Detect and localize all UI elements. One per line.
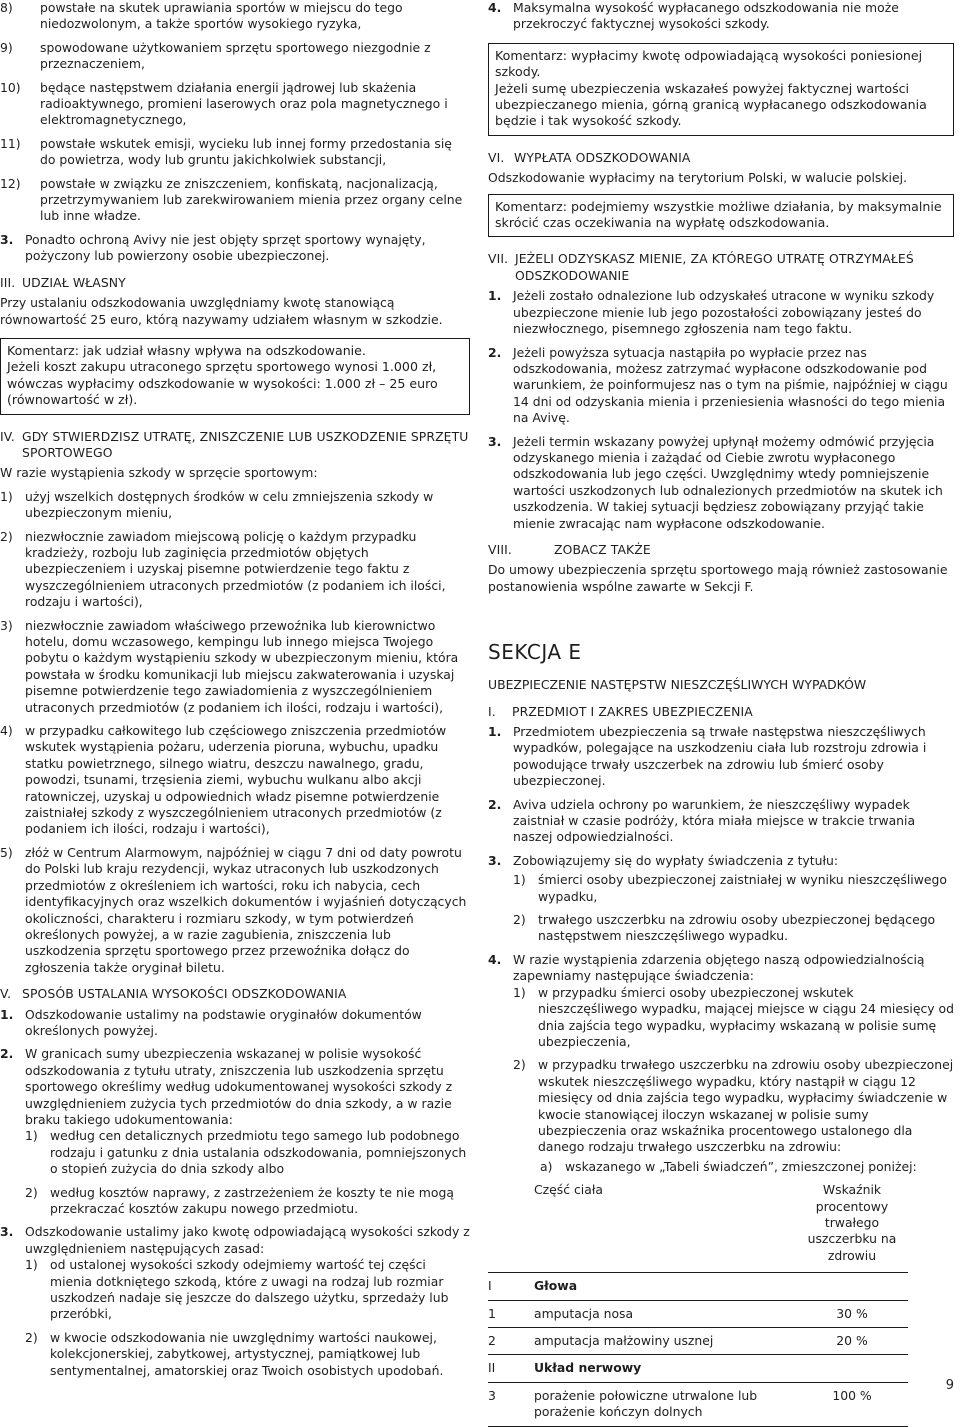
section-title-large: SEKCJA E (488, 640, 582, 665)
section-heading-i (488, 704, 954, 720)
item-text: W razie wystąpienia zdarzenia objętego naszą odpowiedzialnością zapewniamy następujące świadczenia: (513, 951, 925, 984)
list-item (0, 489, 470, 522)
section-title: SPOSÓB USTALANIA WYSOKOŚCI ODSZKODOWANIA (22, 986, 347, 1002)
sub-list (25, 1128, 470, 1217)
list-item (513, 872, 954, 905)
section-title: PRZEDMIOT I ZAKRES UBEZPIECZENIA (512, 703, 753, 719)
list-item (0, 618, 470, 716)
point-4 (488, 0, 954, 33)
section-title: JEŻELI ODZYSKASZ MIENIE, ZA KTÓREGO UTRATĘ OTRZYMAŁEŚ ODSZKODOWANIE (515, 251, 914, 283)
section-title: ZOBACZ TAKŻE (554, 541, 651, 557)
table-cell: porażenie połowiczne utrwalone lub porażenie kończyn dolnych (534, 1382, 796, 1426)
table-row (488, 1300, 908, 1327)
item-text: niezwłocznie zawiadom miejscową policję o każdym przypadku kradzieży, rozboju lub zaginięcia przedmiotów objętych ubezpieczeniem i uzyskaj pisemne potwierdzenie tego faktu z wyszczególnieniem utraconych przedmiotów (z podaniem ich ilości, rodzaju i wartości), (25, 528, 446, 610)
comment-box (0, 338, 470, 415)
table-cell: amputacja małżowiny usznej (534, 1328, 796, 1355)
item-text: Maksymalna wysokość wypłacanego odszkodowania nie może przekroczyć faktycznej wysokości szkody. (513, 0, 899, 32)
table-row (488, 1273, 908, 1300)
table-cell: 3 (488, 1382, 534, 1426)
item-number: 9) (0, 39, 13, 55)
list-item (488, 434, 954, 532)
table-cell: 1 (488, 1300, 534, 1327)
item-text: powstałe wskutek emisji, wycieku lub innej formy przedostania się do powietrza, wody lub gruntu jakichkolwiek substancji, (40, 135, 452, 168)
section-title: UDZIAŁ WŁASNY (22, 274, 126, 290)
item-number: 1) (513, 984, 526, 1000)
section-subtitle: UBEZPIECZENIE NASTĘPSTW NIESZCZĘŚLIWYCH WYPADKÓW (488, 677, 867, 693)
item-text: w kwocie odszkodowania nie uwzględnimy wartości naukowej, kolekcjonerskiej, zabytkowej, artystycznej, pamiątkowej lub sentymentalnej, amatorskiej oraz Twoich osobistych upodobań. (50, 1329, 444, 1378)
table-row (488, 1355, 908, 1382)
item-number: 3. (0, 231, 14, 247)
item-text: użyj wszelkich dostępnych środków w celu zmniejszenia szkody w ubezpieczonym mieniu, (25, 488, 434, 521)
item-text: według cen detalicznych przedmiotu tego samego lub podobnego rodzaju i gatunku z dnia ustalania odszkodowania, pomniejszonych o stopień zużycia do dnia szkody albo (50, 1128, 467, 1177)
item-number: 2. (488, 796, 502, 812)
table-cell: 2 (488, 1328, 534, 1355)
table-row (488, 1382, 908, 1426)
section-heading-iv (0, 429, 470, 462)
list-item (25, 1185, 470, 1218)
section-title: WYPŁATA ODSZKODOWANIA (514, 149, 691, 165)
item-text: Przedmiotem ubezpieczenia są trwałe następstwa nieszczęśliwych wypadków, polegające na uszkodzeniu ciała lub rozstroju zdrowia i powodujące trwały uszczerbek na zdrowiu lub śmierć osoby ubezpieczonej. (513, 724, 927, 789)
list-item (513, 1057, 954, 1155)
list-item (0, 40, 470, 73)
item-text: niezwłocznie zawiadom właściwego przewoźnika lub kierownictwo hotelu, domu wczasowego, kempingu lub innego miejsca Twojego pobytu o każdym wystąpieniu szkody w ubezpieczonym mieniu, która powstała w środku komunikacji lub miejscu zakwaterowania i uzyskaj pisemne potwierdzenie tego zawiadomienia z wyszczególnieniem utraconych przedmiotów (z podaniem ich ilości, rodzaju i wartości), (25, 617, 459, 715)
table-header-cell: Wskaźnik procentowy trwałego uszczerbku na zdrowiu (807, 1182, 897, 1263)
table-header-cell (488, 1182, 534, 1273)
comment-title: Komentarz: podejmiemy wszystkie możliwe działania, by maksymalnie skrócić czas oczekiwania na wypłatę odszkodowania. (495, 198, 942, 231)
item-text: w przypadku całkowitego lub częściowego zniszczenia przedmiotów wskutek wystąpienia pożaru, uderzenia pioruna, wybuchu, upadku statku powietrznego, silnego wiatru, deszczu nawalnego, gradu, powodzi, tsunami, trzęsienia ziemi, wybuchu wulkanu albo akcji ratowniczej, uzyskaj u odpowiednich władz pisemne potwierdzenie zaistniałej szkody z wyszczególnieniem utraconych przedmiotów (z podaniem ich ilości, rodzaju i wartości), (25, 723, 447, 837)
list-item (513, 985, 954, 1051)
table-row (488, 1328, 908, 1355)
table-body (488, 1273, 908, 1426)
list-item (488, 345, 954, 427)
point-1 (0, 1007, 470, 1040)
table-cell: amputacja nosa (534, 1300, 796, 1327)
continued-exclusions-list (0, 0, 470, 225)
item-text: wskazanego w „Tabeli świadczeń”, zmieszczonej poniżej: (565, 1158, 917, 1174)
item-text: będące następstwem działania energii jądrowej lub skażenia radioaktywnego, promieni laserowych oraz pola magnetycznego i elektromagnetycznego, (40, 79, 448, 128)
table-cell: 20 % (796, 1328, 908, 1355)
list-item (25, 1330, 470, 1379)
list-item (513, 912, 954, 945)
steps-list (0, 489, 470, 976)
item-text: Jeżeli zostało odnalezione lub odzyskałeś utracone w wyniku szkody ubezpieczone mienie lub jego pozostałości zobowiązany jesteś do niezwłocznego, pisemnego zgłoszenia nam tego faktu. (513, 288, 935, 337)
item-text: Ponadto ochroną Avivy nie jest objęty sprzęt sportowy wynajęty, pożyczony lub powierzony osobie ubezpieczonej. (25, 231, 426, 264)
page-number: 9 (945, 1377, 954, 1393)
section-body: Do umowy ubezpieczenia sprzętu sportowego mają również zastosowanie postanowienia wspólne zawarte w Sekcji F. (488, 562, 948, 594)
comment-body: Jeżeli sumę ubezpieczenia wskazałeś powyżej faktycznej wartości ubezpieczanego mienia, górną granicą wypłacanego odszkodowania będzie i tak wysokość szkody. (495, 80, 927, 129)
list-item (0, 136, 470, 169)
section-heading-viii (488, 542, 954, 558)
item-text: Zobowiązujemy się do wypłaty świadczenia z tytułu: (513, 852, 839, 868)
point-3 (0, 232, 470, 265)
table-cell: 100 % (796, 1382, 908, 1426)
table-cell: Głowa (534, 1273, 796, 1300)
item-number: 4) (0, 723, 13, 739)
item-number: 1) (513, 872, 526, 888)
item-number: 3) (0, 617, 13, 633)
item-number: 12) (0, 175, 21, 191)
item-number: 3. (488, 433, 502, 449)
section-number: VIII. (488, 541, 512, 557)
list-item (0, 0, 470, 33)
list-item (25, 1257, 470, 1323)
item-number: 2. (0, 1046, 14, 1062)
list-item (0, 723, 470, 838)
item-text: w przypadku śmierci osoby ubezpieczonej wskutek nieszczęśliwego wypadku, mającej miejsce w ciągu 24 miesięcy od dnia zajścia tego wypadku, wypłacimy wskazaną w polisie sumę ubezpieczenia, (538, 984, 955, 1049)
item-text: śmierci osoby ubezpieczonej zaistniałej w wyniku nieszczęśliwego wypadku, (538, 872, 947, 904)
item-number: 1. (488, 724, 502, 739)
item-number: 2) (513, 1057, 526, 1073)
point-3b (0, 1224, 470, 1379)
list-item (488, 288, 954, 337)
item-number: 2) (513, 912, 526, 928)
item-number: 3. (0, 1224, 14, 1240)
item-text: Odszkodowanie ustalimy jako kwotę odpowiadającą wysokości szkody z uwzględnieniem następujących zasad: (25, 1224, 470, 1256)
section-heading-vi (488, 150, 954, 166)
list-item (0, 845, 470, 976)
section-body: Przy ustalaniu odszkodowania uwzględniamy kwotę stanowiącą równowartość 25 euro, którą nazywamy udziałem własnym w szkodzie. (0, 295, 443, 327)
comment-title: Komentarz: wypłacimy kwotę odpowiadającą wysokości poniesionej szkody. (495, 47, 923, 80)
list-item (488, 797, 954, 846)
item-number: 1. (0, 1006, 14, 1022)
table-cell: I (488, 1273, 534, 1300)
list-item (0, 529, 470, 611)
item-number: 2) (25, 1184, 38, 1200)
table-cell: II (488, 1355, 534, 1382)
scope-list (488, 724, 954, 869)
table-header-row (488, 1182, 908, 1273)
item-text: od ustalonej wysokości szkody odejmiemy wartość tej części mienia dotkniętego szkodą, które z uwagi na rodzaj lub rozmiar uszkodzeń nadaje się jeszcze do dalszego użytku, sprzedaży lub przeróbki, (50, 1257, 449, 1322)
item-number: 2. (488, 344, 502, 360)
section-number: III. (0, 274, 16, 290)
left-column (0, 0, 470, 1386)
section-number: VI. (488, 149, 505, 165)
item-number: 2) (25, 1329, 38, 1345)
benefits-table (488, 1182, 908, 1426)
item-number: 1) (0, 488, 13, 504)
item-text: W granicach sumy ubezpieczenia wskazanej w polisie wysokość odszkodowania z tytułu utraty, zniszczenia lub uszkodzenia sprzętu sportowego określimy według udokumentowanej wysokości szkody z uwzględnieniem zużycia tych przedmiotów do dnia szkody, a w razie braku takiego udokumentowania: (25, 1046, 453, 1127)
item-text: powstałe w związku ze zniszczeniem, konfiskatą, nacjonalizacją, przetrzymywaniem lub zarekwirowaniem mienia przez organy celne lub inne władze. (40, 175, 463, 224)
section-number: I. (488, 703, 496, 719)
sub-sub-item (513, 1159, 954, 1175)
item-text: spowodowane użytkowaniem sprzętu sportowego niezgodnie z przeznaczeniem, (40, 39, 431, 72)
list-item (488, 724, 954, 790)
item-number: 3. (488, 852, 502, 868)
list-item (0, 176, 470, 225)
point-2 (0, 1046, 470, 1217)
recovery-list (488, 288, 954, 532)
item-number: 2) (0, 528, 13, 544)
item-number: a) (540, 1158, 553, 1174)
item-text: Jeżeli termin wskazany powyżej upłynął możemy odmówić przyjęcia odzyskanego mienia i zażądać od Ciebie zwrotu wypłaconego odszkodowania lub jego części. Uwzględnimy wtedy pomniejszenie wartości uszkodzonych lub odnalezionych przedmiotów na skutek ich uszkodzenia. W takiej sytuacji będziesz zobowiązany przyjąć takie mienie zwracając nam wypłacone odszkodowanie. (513, 433, 943, 531)
sub-list (513, 872, 954, 945)
item-number: 5) (0, 844, 13, 860)
point-4-benefits (488, 952, 954, 1175)
section-number: VII. (488, 251, 509, 267)
table-cell: Układ nerwowy (534, 1355, 796, 1382)
table-cell (796, 1355, 908, 1382)
item-number: 1) (25, 1128, 38, 1144)
item-text: według kosztów naprawy, z zastrzeżeniem że koszty te nie mogą przekraczać kosztów zakupu nowego przedmiotu. (50, 1184, 454, 1216)
section-number: IV. (0, 428, 15, 444)
section-heading-vii (488, 251, 954, 284)
comment-body: Jeżeli koszt zakupu utraconego sprzętu sportowego wynosi 1.000 zł, wówczas wypłacimy odszkodowanie w wysokości: 1.000 zł – 25 euro (równowartość w zł). (7, 359, 438, 408)
comment-title: Komentarz: jak udział własny wpływa na odszkodowanie. (7, 342, 366, 358)
comment-box (488, 194, 954, 238)
right-column (488, 0, 954, 1427)
item-text: Aviva udziela ochrony po warunkiem, że nieszczęśliwy wypadek zaistniał w czasie podróży, która miała miejsce w trakcie trwania naszej odpowiedzialności. (513, 796, 916, 845)
item-number: 1) (25, 1257, 38, 1273)
section-heading-iii (0, 275, 470, 291)
item-number: 11) (0, 135, 21, 151)
item-number: 4. (488, 0, 502, 15)
section-number: V. (0, 986, 12, 1002)
comment-box (488, 43, 954, 136)
item-text: w przypadku trwałego uszczerbku na zdrowiu osoby ubezpieczonej wskutek nieszczęśliwego wypadku, który nastąpił w ciągu 12 miesięcy od dnia zajścia tego wypadku, wypłacimy świadczenie w kwocie stanowiącej iloczyn wskazanej w polisie sumy ubezpieczenia oraz wskaźnika procentowego ustalonego dla danego rodzaju trwałego uszczerbku na zdrowiu: (538, 1057, 954, 1155)
item-text: złóż w Centrum Alarmowym, najpóźniej w ciągu 7 dni od daty powrotu do Polski lub kraju rezydencji, wykaz utraconych lub uszkodzonych przedmiotów z określeniem ich wartości, roku ich nabycia, cech identyfikacyjnych oraz wszelkich dokumentów i wyjaśnień dotyczących okoliczności, charakteru i rozmiaru szkody, w tym potwierdzeń określonych powyżej, a w razie zagubienia, zniszczenia lub uszkodzenia sprzętu sportowego przez przewoźnika dołącz do zgłoszenia także oryginał biletu. (25, 844, 467, 975)
list-item (0, 80, 470, 129)
item-text: powstałe na skutek uprawiania sportów w miejscu do tego niedozwolonym, a także sportów wysokiego ryzyka, (40, 0, 403, 32)
item-number: 8) (0, 0, 13, 15)
sub-list (513, 985, 954, 1156)
item-text: trwałego uszczerbku na zdrowiu osoby ubezpieczonej będącego następstwem nieszczęśliwego wypadku. (538, 912, 936, 944)
sub-list (25, 1257, 470, 1379)
table-cell: 30 % (796, 1300, 908, 1327)
table-header-cell: Część ciała (534, 1182, 603, 1198)
section-body: Odszkodowanie wypłacimy na terytorium Polski, w walucie polskiej. (488, 170, 907, 186)
item-number: 1. (488, 288, 502, 304)
list-item (25, 1128, 470, 1177)
item-text: Jeżeli powyższa sytuacja nastąpiła po wypłacie przez nas odszkodowania, możesz zatrzymać wypłacone odszkodowanie pod warunkiem, że poinformujesz nas o tym na piśmie, najpóźniej w ciągu 14 dni od odzyskania mienia i przeniesienia własności do tego mienia na Avivę. (513, 344, 948, 426)
item-number: 4. (488, 951, 502, 967)
table-cell (796, 1273, 908, 1300)
item-number: 10) (0, 79, 21, 95)
list-item (488, 853, 954, 869)
section-title: GDY STWIERDZISZ UTRATĘ, ZNISZCZENIE LUB USZKODZENIE SPRZĘTU SPORTOWEGO (22, 428, 469, 460)
item-text: Odszkodowanie ustalimy na podstawie oryginałów dokumentów określonych powyżej. (25, 1006, 422, 1038)
section-heading-v (0, 986, 470, 1002)
section-intro: W razie wystąpienia szkody w sprzęcie sportowym: (0, 465, 318, 481)
